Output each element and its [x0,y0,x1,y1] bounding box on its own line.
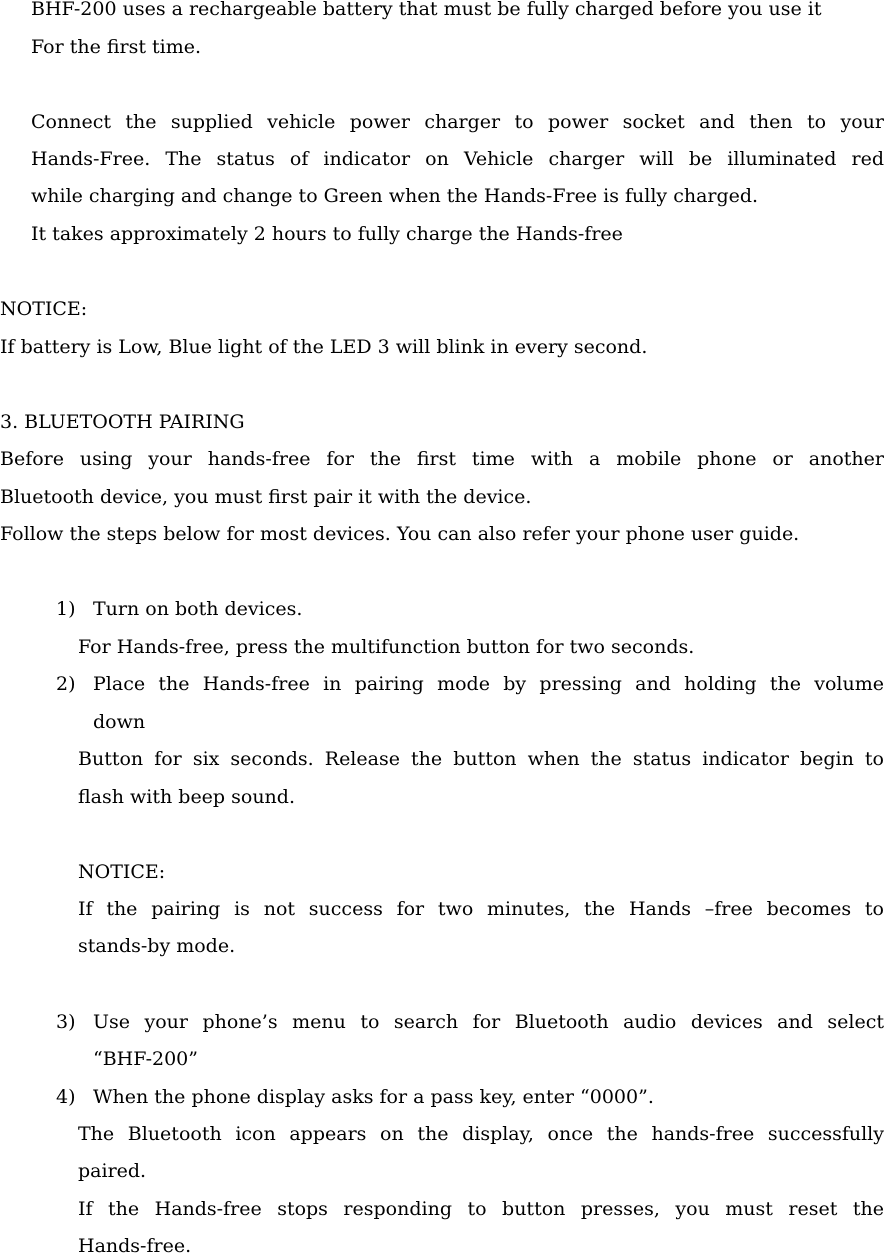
pairing-notice-line-1: If the pairing is not success for two minutes, the Hands –free becomes to [78,898,884,920]
step-4-line-4: If the Hands-free stops responding to button presses, you must reset the [78,1198,884,1220]
step-2-line-2: down [93,711,146,733]
section-heading: 3. BLUETOOTH PAIRING [0,411,245,433]
charging-line-1: BHF-200 uses a rechargeable battery that must be fully charged before you use it [31,0,822,20]
step-number: 3) [56,1011,76,1033]
step-1-line-2: For Hands-free, press the multifunction button for two seconds. [78,636,695,658]
charging-line-4: Hands-Free. The status of indicator on Vehicle charger will be illuminated red [31,148,884,170]
pairing-notice-title: NOTICE: [78,861,166,883]
step-1-line-1: Turn on both devices. [93,598,303,620]
step-4-line-2: The Bluetooth icon appears on the display, once the hands-free successfully [78,1123,884,1145]
charging-line-6: It takes approximately 2 hours to fully charge the Hands-free [31,223,623,245]
step-4-line-1: When the phone display asks for a pass key, enter “0000”. [93,1086,654,1108]
step-3-line-2: “BHF-200” [93,1048,198,1070]
charging-line-5: while charging and change to Green when the Hands-Free is fully charged. [31,185,759,207]
step-2-line-1: Place the Hands-free in pairing mode by pressing and holding the volume [93,673,884,695]
step-4-line-3: paired. [78,1160,147,1182]
notice-text: If battery is Low, Blue light of the LED 3 will blink in every second. [0,336,648,358]
pairing-intro-line-2: Bluetooth device, you must first pair it with the device. [0,486,532,508]
step-number: 2) [56,673,76,695]
step-2-line-3: Button for six seconds. Release the button when the status indicator begin to [78,748,884,770]
step-4-line-5: Hands-free. [78,1235,192,1257]
step-2-line-4: flash with beep sound. [78,786,295,808]
pairing-notice-line-2: stands-by mode. [78,935,236,957]
charging-line-3: Connect the supplied vehicle power charger to power socket and then to your [31,111,884,133]
step-number: 4) [56,1086,76,1108]
step-3-line-1: Use your phone’s menu to search for Bluetooth audio devices and select [93,1011,884,1033]
charging-line-2: For the first time. [31,36,202,58]
pairing-intro-line-3: Follow the steps below for most devices. You can also refer your phone user guide. [0,523,800,545]
notice-title: NOTICE: [0,298,88,320]
step-number: 1) [56,598,76,620]
pairing-intro-line-1: Before using your hands-free for the first time with a mobile phone or another [0,448,884,470]
